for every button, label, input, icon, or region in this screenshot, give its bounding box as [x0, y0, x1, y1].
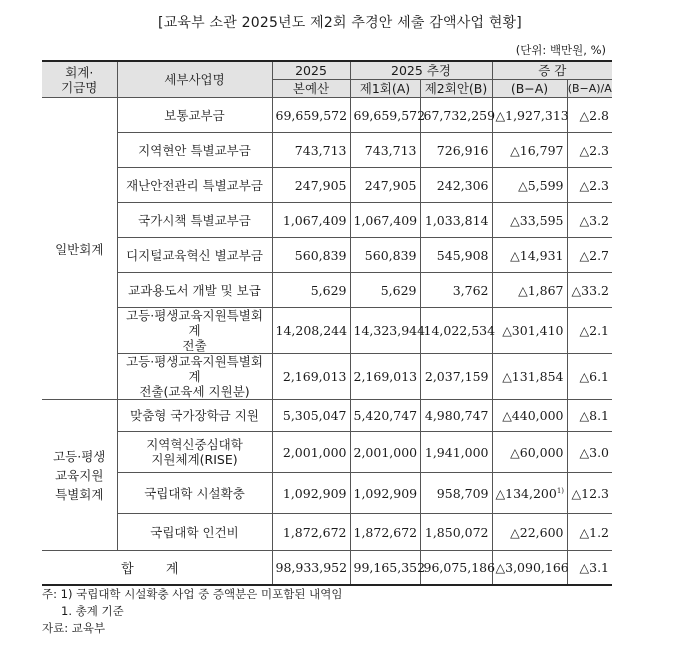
table-row: 지역현안 특별교부금 743,713 743,713 726,916 △16,797 △2.3	[42, 133, 612, 168]
table-row: 국립대학 시설확충 1,092,909 1,092,909 958,709 △134,200$^{1)}$ △12.3	[42, 473, 612, 514]
project-name: 국립대학 시설확충	[117, 473, 272, 514]
footnotes	[42, 586, 342, 637]
header-account: 회계· 기금명	[42, 61, 117, 98]
header-budget-main: 본예산	[272, 80, 350, 98]
budget-table	[42, 60, 612, 586]
table-row: 국가시책 특별교부금 1,067,409 1,067,409 1,033,814 △33,595 △3.2	[42, 203, 612, 238]
table-row: 재난안전관리 특별교부금 247,905 247,905 242,306 △5,599 △2.3	[42, 168, 612, 203]
header-project: 세부사업명	[117, 61, 272, 98]
group-special: 고등·평생 교육지원 특별회계	[42, 400, 117, 551]
table-row: 지역혁신중심대학 지원체계(RISE) 2,001,000 2,001,000 1,941,000 △60,000 △3.0	[42, 432, 612, 473]
table-row: 고등·평생교육지원특별회계 전출(교육세 지원분) 2,169,013 2,169,013 2,037,159 △131,854 △6.1	[42, 354, 612, 400]
project-name: 교과용도서 개발 및 보급	[117, 273, 272, 308]
project-name: 국립대학 인건비	[117, 514, 272, 551]
table-row: 디지털교육혁신 별교부금 560,839 560,839 545,908 △14,931 △2.7	[42, 238, 612, 273]
table-row: 교과용도서 개발 및 보급 5,629 5,629 3,762 △1,867 △33.2	[42, 273, 612, 308]
table-row: 일반회계 보통교부금 69,659,572 69,659,572 67,732,259 △1,927,313 △2.8	[42, 98, 612, 133]
project-name: 지역혁신중심대학 지원체계(RISE)	[117, 432, 272, 473]
table-row: 고등·평생 교육지원 특별회계 맞춤형 국가장학금 지원 5,305,047 5,420,747 4,980,747 △440,000 △8.1	[42, 400, 612, 432]
header-supp-b: 제2회안(B)	[420, 80, 492, 98]
project-name: 지역현안 특별교부금	[117, 133, 272, 168]
total-row: 합 계 98,933,952 99,165,352 96,075,186 △3,090,166 △3.1	[42, 551, 612, 586]
project-name: 고등·평생교육지원특별회계 전출(교육세 지원분)	[117, 354, 272, 400]
project-name: 보통교부금	[117, 98, 272, 133]
project-name: 맞춤형 국가장학금 지원	[117, 400, 272, 432]
header-change-pct: (B−A)/A	[567, 80, 612, 98]
project-name: 고등·평생교육지원특별회계 전출	[117, 308, 272, 354]
header-change-abs: (B−A)	[492, 80, 567, 98]
footnote-marker: 1)	[556, 486, 564, 495]
footnote-2: 1. 총계 기준	[61, 604, 124, 618]
group-general: 일반회계	[42, 98, 117, 400]
table-row: 고등·평생교육지원특별회계 전출 14,208,244 14,323,944 14,022,534 △301,410 △2.1	[42, 308, 612, 354]
table-row: 국립대학 인건비 1,872,672 1,872,672 1,850,072 △22,600 △1.2	[42, 514, 612, 551]
project-name: 디지털교육혁신 별교부금	[117, 238, 272, 273]
header-supp: 2025 추경	[350, 61, 492, 80]
unit-label: (단위: 백만원, %)	[515, 43, 606, 57]
source-note: 자료: 교육부	[42, 621, 106, 635]
project-name: 국가시책 특별교부금	[117, 203, 272, 238]
table-title: [교육부 소관 2025년도 제2회 추경안 세출 감액사업 현황]	[158, 15, 522, 31]
diff-with-footnote: △134,200$^{1)}$	[492, 473, 567, 514]
header-budget-year: 2025	[272, 61, 350, 80]
header-supp-a: 제1회(A)	[350, 80, 420, 98]
header-change: 증 감	[492, 61, 612, 80]
footnote-1: 주: 1) 국립대학 시설확충 사업 중 증액분은 미포함된 내역임	[42, 587, 343, 601]
project-name: 재난안전관리 특별교부금	[117, 168, 272, 203]
total-label: 합 계	[42, 551, 272, 586]
